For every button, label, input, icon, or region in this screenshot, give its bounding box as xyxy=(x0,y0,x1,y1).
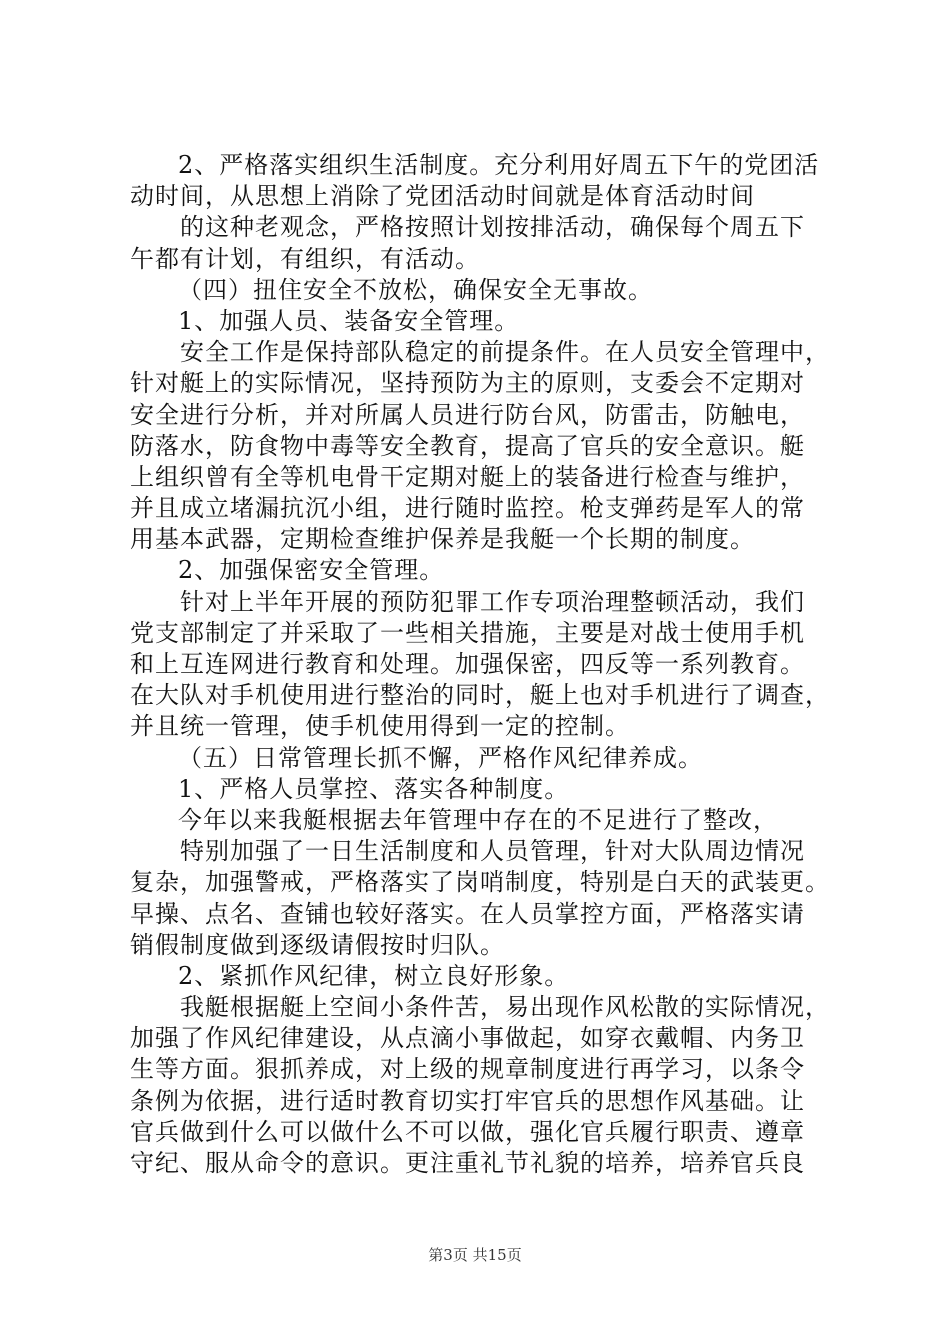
subsection-heading: 2、紧抓作风纪律，树立良好形象。 xyxy=(178,961,570,990)
paragraph-line: 和上互连网进行教育和处理。加强保密，四反等一系列教育。 xyxy=(130,650,805,678)
section-heading: （四）扭住安全不放松，确保安全无事故。 xyxy=(178,275,653,304)
paragraph-line: 防落水，防食物中毒等安全教育，提高了官兵的安全意识。艇 xyxy=(130,431,805,460)
paragraph-line: 早操、点名、查铺也较好落实。在人员掌控方面，严格落实请 xyxy=(130,899,805,928)
paragraph-line: 官兵做到什么可以做什么不可以做，强化官兵履行职责、遵章 xyxy=(130,1117,805,1146)
paragraph-line: 特别加强了一日生活制度和人员管理，针对大队周边情况 xyxy=(180,837,805,866)
paragraph-line: 销假制度做到逐级请假按时归队。 xyxy=(130,930,505,959)
paragraph-line: 午都有计划，有组织，有活动。 xyxy=(130,244,480,273)
subsection-heading: 1、加强人员、装备安全管理。 xyxy=(178,306,520,335)
paragraph-line: 条例为依据，进行适时教育切实打牢官兵的思想作风基础。让 xyxy=(130,1086,805,1115)
body-text xyxy=(130,150,830,1179)
paragraph-line: 并且统一管理，使手机使用得到一定的控制。 xyxy=(130,712,630,741)
paragraph-line: 2、严格落实组织生活制度。充分利用好周五下午的党团活 xyxy=(178,151,820,179)
paragraph-line: 上组织曾有全等机电骨干定期对艇上的装备进行检查与维护， xyxy=(130,462,805,491)
paragraph-line: 并且成立堵漏抗沉小组，进行随时监控。枪支弹药是军人的常 xyxy=(130,494,805,523)
paragraph-line: 加强了作风纪律建设，从点滴小事做起，如穿衣戴帽、内务卫 xyxy=(130,1024,805,1053)
paragraph-line: 安全工作是保持部队稳定的前提条件。在人员安全管理中， xyxy=(180,338,830,367)
section-heading: （五）日常管理长抓不懈，严格作风纪律养成。 xyxy=(178,743,703,772)
paragraph-line: 在大队对手机使用进行整治的同时，艇上也对手机进行了调查， xyxy=(130,681,830,710)
paragraph-line: 安全进行分析，并对所属人员进行防台风，防雷击，防触电， xyxy=(130,400,805,429)
paragraph-line: 今年以来我艇根据去年管理中存在的不足进行了整改， xyxy=(178,805,778,834)
paragraph-line: 针对艇上的实际情况，坚持预防为主的原则，支委会不定期对 xyxy=(130,369,805,398)
subsection-heading: 1、严格人员掌控、落实各种制度。 xyxy=(178,774,570,803)
paragraph-line: 的这种老观念，严格按照计划按排活动，确保每个周五下 xyxy=(180,213,805,242)
paragraph-line: 动时间，从思想上消除了党团活动时间就是体育活动时间 xyxy=(130,182,755,211)
page-number-footer: 第3页 共15页 xyxy=(428,1246,522,1264)
paragraph-line: 生等方面。狠抓养成，对上级的规章制度进行再学习，以条令 xyxy=(130,1055,805,1084)
paragraph-line: 党支部制定了并采取了一些相关措施，主要是对战士使用手机 xyxy=(130,618,805,647)
paragraph-line: 守纪、服从命令的意识。更注重礼节礼貌的培养，培养官兵良 xyxy=(130,1149,805,1177)
paragraph-line: 针对上半年开展的预防犯罪工作专项治理整顿活动，我们 xyxy=(180,587,805,616)
subsection-heading: 2、加强保密安全管理。 xyxy=(178,556,445,585)
paragraph-line: 我艇根据艇上空间小条件苦，易出现作风松散的实际情况， xyxy=(180,993,830,1022)
paragraph-line: 用基本武器，定期检查维护保养是我艇一个长期的制度。 xyxy=(130,525,755,554)
paragraph-line: 复杂，加强警戒，严格落实了岗哨制度，特别是白天的武装更。 xyxy=(130,868,830,897)
